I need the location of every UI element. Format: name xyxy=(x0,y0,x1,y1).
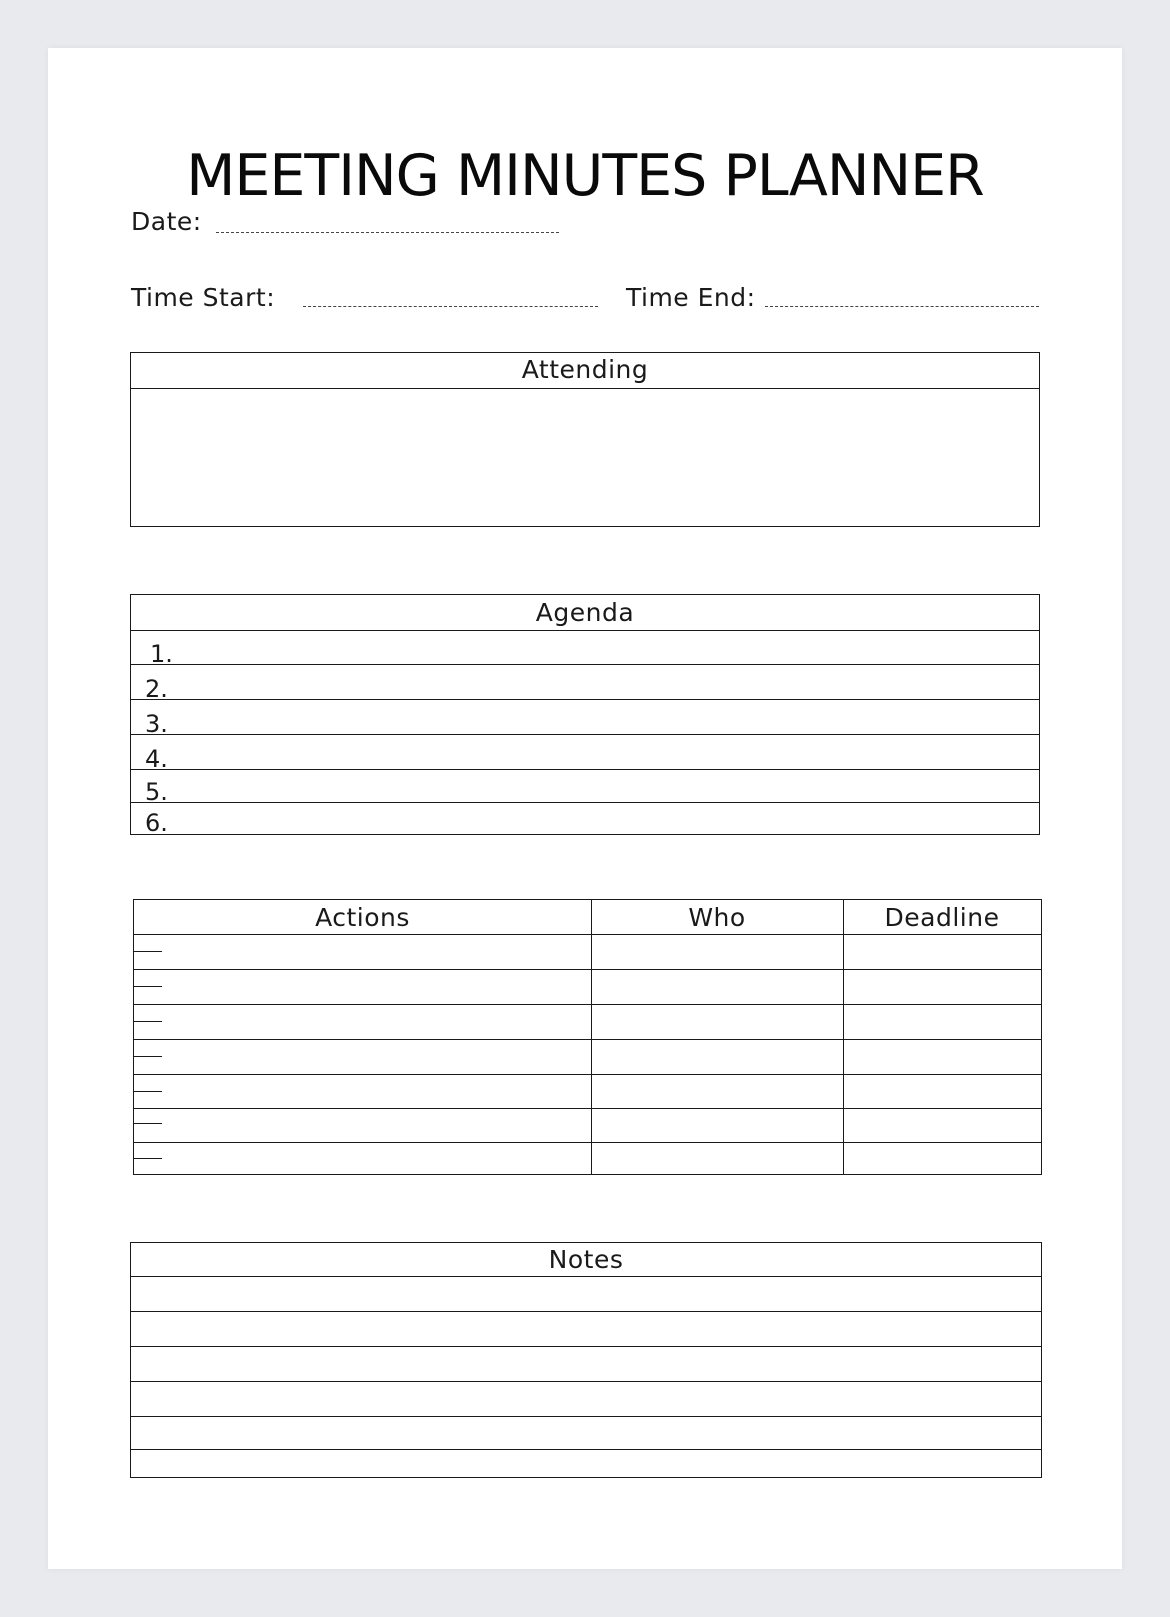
time-start-field[interactable] xyxy=(303,306,598,307)
checkbox-line xyxy=(134,1158,162,1159)
checkbox-line xyxy=(134,1021,162,1022)
time-end-field[interactable] xyxy=(765,306,1039,307)
actions-header-row xyxy=(134,900,1041,935)
notes-line[interactable] xyxy=(131,1450,1041,1477)
table-row[interactable] xyxy=(134,935,1041,970)
agenda-item[interactable] xyxy=(131,700,1039,738)
notes-line[interactable] xyxy=(131,1382,1041,1417)
notes-header: Notes xyxy=(131,1243,1041,1277)
notes-line[interactable] xyxy=(131,1347,1041,1382)
time-end-label: Time End: xyxy=(626,283,756,312)
agenda-item-number: 3. xyxy=(145,710,168,738)
agenda-item-number: 6. xyxy=(145,809,168,837)
checkbox-line xyxy=(134,1123,162,1124)
notes-line[interactable] xyxy=(131,1277,1041,1312)
agenda-item-number: 1. xyxy=(150,640,173,668)
attending-header: Attending xyxy=(131,353,1039,389)
table-row[interactable] xyxy=(134,1075,1041,1109)
page-title: MEETING MINUTES PLANNER xyxy=(186,143,984,209)
notes-section xyxy=(130,1242,1042,1478)
table-row[interactable] xyxy=(134,1109,1041,1143)
table-row[interactable] xyxy=(134,1040,1041,1075)
date-label: Date: xyxy=(131,207,202,236)
agenda-item[interactable] xyxy=(131,735,1039,773)
table-row[interactable] xyxy=(134,970,1041,1005)
agenda-item-number: 2. xyxy=(145,675,168,703)
notes-line[interactable] xyxy=(131,1312,1041,1347)
deadline-column-header: Deadline xyxy=(884,903,1000,932)
who-column-header: Who xyxy=(688,903,746,932)
agenda-item[interactable] xyxy=(131,665,1039,703)
agenda-item[interactable] xyxy=(131,631,1039,668)
actions-column-header: Actions xyxy=(315,903,410,932)
date-field[interactable] xyxy=(216,232,559,233)
agenda-section xyxy=(130,594,1040,835)
agenda-item[interactable] xyxy=(131,770,1039,806)
attending-field[interactable] xyxy=(131,389,1039,526)
agenda-item-number: 5. xyxy=(145,778,168,806)
agenda-item[interactable] xyxy=(131,803,1039,837)
checkbox-line xyxy=(134,986,162,987)
checkbox-line xyxy=(134,1056,162,1057)
checkbox-line xyxy=(134,1091,162,1092)
table-row[interactable] xyxy=(134,1143,1041,1174)
agenda-item-number: 4. xyxy=(145,745,168,773)
checkbox-line xyxy=(134,951,162,952)
notes-line[interactable] xyxy=(131,1417,1041,1450)
attending-section xyxy=(130,352,1040,527)
table-row[interactable] xyxy=(134,1005,1041,1040)
time-start-label: Time Start: xyxy=(131,283,276,312)
planner-page xyxy=(48,48,1122,1569)
actions-table xyxy=(133,899,1042,1175)
agenda-header: Agenda xyxy=(131,595,1039,631)
